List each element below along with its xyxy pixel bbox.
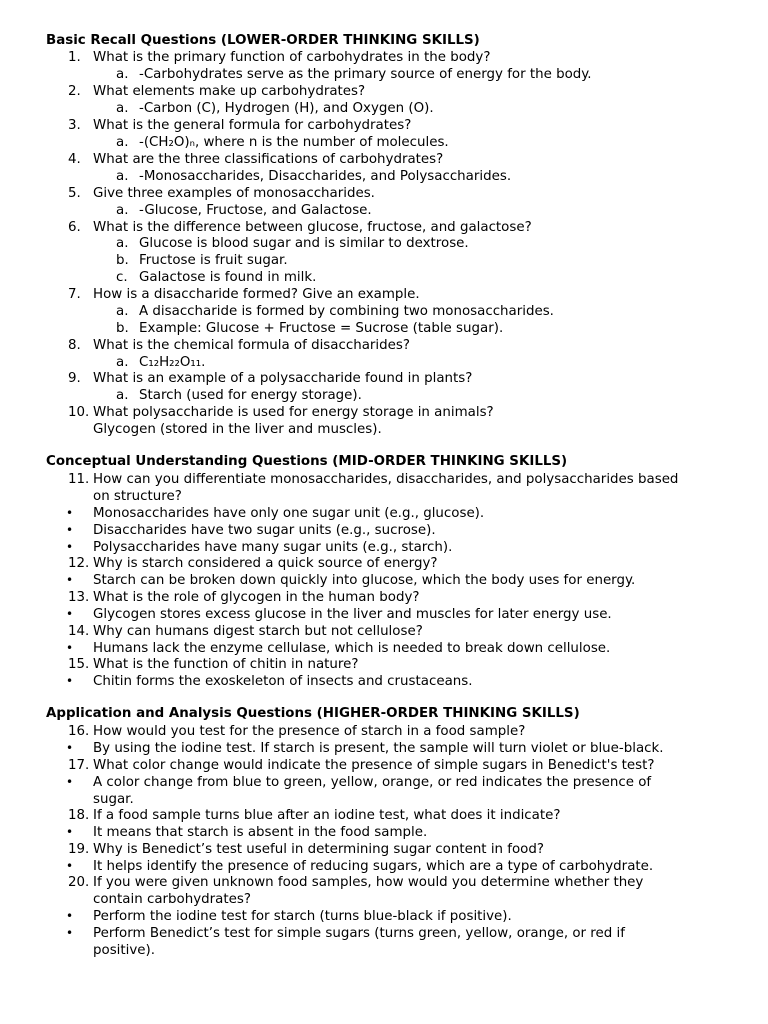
bullet-text: Monosaccharides have only one sugar unit (e.g., glucose). xyxy=(93,506,485,521)
question-number: 20. xyxy=(68,875,90,890)
question-number: 6. xyxy=(68,220,81,235)
answer-label: a. xyxy=(116,135,129,150)
answer-label: a. xyxy=(116,203,129,218)
question-number: 12. xyxy=(68,556,90,571)
answer-label: b. xyxy=(116,321,129,336)
question-number: 13. xyxy=(68,590,90,605)
bullet-text: Disaccharides have two sugar units (e.g., sucrose). xyxy=(93,523,436,538)
bullet-text: It helps identify the presence of reducing sugars, which are a type of carbohydrate. xyxy=(93,859,654,874)
bullet-dot: • xyxy=(66,775,74,789)
question-text: Why can humans digest starch but not cellulose? xyxy=(93,624,423,639)
bullet-text: Polysaccharides have many sugar units (e.g., starch). xyxy=(93,540,453,555)
answer-text: Glucose is blood sugar and is similar to dextrose. xyxy=(139,236,469,251)
bullet-text: Glycogen stores excess glucose in the liver and muscles for later energy use. xyxy=(93,607,612,622)
answer-text: Galactose is found in milk. xyxy=(139,270,317,285)
answer-label: a. xyxy=(116,67,129,82)
bullet-dot: • xyxy=(66,523,74,537)
answer-label: a. xyxy=(116,101,129,116)
question-number: 5. xyxy=(68,186,81,201)
question-number: 4. xyxy=(68,152,81,167)
answer-label: a. xyxy=(116,236,129,251)
bullet-dot: • xyxy=(66,741,74,755)
question-number: 17. xyxy=(68,758,90,773)
bullet-text-line-2: sugar. xyxy=(93,792,134,807)
bullet-text-line-2: positive). xyxy=(93,943,156,958)
question-text: Why is Benedict’s test useful in determining sugar content in food? xyxy=(93,842,544,857)
answer-label: b. xyxy=(116,253,129,268)
question-text: What color change would indicate the presence of simple sugars in Benedict's test? xyxy=(93,758,655,773)
bullet-dot: • xyxy=(66,674,74,688)
question-text: How is a disaccharide formed? Give an example. xyxy=(93,287,420,302)
question-text: How can you differentiate monosaccharides, disaccharides, and polysaccharides based xyxy=(93,472,679,487)
question-text: What is the chemical formula of disaccharides? xyxy=(93,338,410,353)
question-text: If a food sample turns blue after an iodine test, what does it indicate? xyxy=(93,808,561,823)
question-text-continued: contain carbohydrates? xyxy=(93,892,251,907)
answer-text: C₁₂H₂₂O₁₁. xyxy=(139,355,206,370)
answer-text: -Carbohydrates serve as the primary source of energy for the body. xyxy=(139,67,592,82)
answer-text: -Carbon (C), Hydrogen (H), and Oxygen (O). xyxy=(139,101,434,116)
answer-label: c. xyxy=(116,270,128,285)
question-number: 8. xyxy=(68,338,81,353)
section-title-basic-recall: Basic Recall Questions (LOWER-ORDER THINKING SKILLS) xyxy=(46,33,480,48)
bullet-dot: • xyxy=(66,926,74,940)
question-number: 16. xyxy=(68,724,90,739)
bullet-text: Chitin forms the exoskeleton of insects and crustaceans. xyxy=(93,674,473,689)
answer-text: A disaccharide is formed by combining two monosaccharides. xyxy=(139,304,554,319)
question-text: What elements make up carbohydrates? xyxy=(93,84,366,99)
question-text: How would you test for the presence of starch in a food sample? xyxy=(93,724,526,739)
bullet-dot: • xyxy=(66,540,74,554)
question-text: What is an example of a polysaccharide found in plants? xyxy=(93,371,473,386)
question-number: 2. xyxy=(68,84,81,99)
section-title-conceptual: Conceptual Understanding Questions (MID-ORDER THINKING SKILLS) xyxy=(46,454,568,469)
answer-text: Glycogen (stored in the liver and muscles). xyxy=(93,422,382,437)
question-text: What is the function of chitin in nature? xyxy=(93,657,359,672)
question-number: 9. xyxy=(68,371,81,386)
question-number: 14. xyxy=(68,624,90,639)
question-text: Why is starch considered a quick source of energy? xyxy=(93,556,438,571)
question-number: 18. xyxy=(68,808,90,823)
question-text: What is the role of glycogen in the human body? xyxy=(93,590,420,605)
question-number: 19. xyxy=(68,842,90,857)
answer-label: a. xyxy=(116,169,129,184)
answer-text: Example: Glucose + Fructose = Sucrose (table sugar). xyxy=(139,321,504,336)
answer-text: Starch (used for energy storage). xyxy=(139,388,362,403)
question-number: 11. xyxy=(68,472,90,487)
question-number: 1. xyxy=(68,50,81,65)
answer-text: -Monosaccharides, Disaccharides, and Polysaccharides. xyxy=(139,169,512,184)
bullet-text: Humans lack the enzyme cellulase, which is needed to break down cellulose. xyxy=(93,641,611,656)
bullet-dot: • xyxy=(66,859,74,873)
bullet-dot: • xyxy=(66,641,74,655)
bullet-text: Starch can be broken down quickly into glucose, which the body uses for energy. xyxy=(93,573,636,588)
bullet-dot: • xyxy=(66,909,74,923)
answer-text: -Glucose, Fructose, and Galactose. xyxy=(139,203,372,218)
question-text: Give three examples of monosaccharides. xyxy=(93,186,375,201)
answer-label: a. xyxy=(116,388,129,403)
question-text: If you were given unknown food samples, how would you determine whether they xyxy=(93,875,644,890)
answer-label: a. xyxy=(116,304,129,319)
bullet-text: It means that starch is absent in the food sample. xyxy=(93,825,428,840)
answer-text: Fructose is fruit sugar. xyxy=(139,253,288,268)
bullet-text-line-1: Perform Benedict’s test for simple sugars (turns green, yellow, orange, or red if xyxy=(93,926,625,941)
question-text: What is the difference between glucose, fructose, and galactose? xyxy=(93,220,532,235)
bullet-dot: • xyxy=(66,607,74,621)
question-text: What is the primary function of carbohydrates in the body? xyxy=(93,50,491,65)
bullet-text: Perform the iodine test for starch (turns blue-black if positive). xyxy=(93,909,512,924)
question-text-continued: on structure? xyxy=(93,489,182,504)
bullet-text: By using the iodine test. If starch is present, the sample will turn violet or blue-black. xyxy=(93,741,664,756)
question-number: 7. xyxy=(68,287,81,302)
bullet-dot: • xyxy=(66,506,74,520)
bullet-text-line-1: A color change from blue to green, yellow, orange, or red indicates the presence of xyxy=(93,775,652,790)
question-text: What polysaccharide is used for energy storage in animals? xyxy=(93,405,494,420)
bullet-dot: • xyxy=(66,825,74,839)
bullet-dot: • xyxy=(66,573,74,587)
answer-label: a. xyxy=(116,355,129,370)
question-number: 3. xyxy=(68,118,81,133)
question-number: 10. xyxy=(68,405,90,420)
answer-text: -(CH₂O)ₙ, where n is the number of molecules. xyxy=(139,135,449,150)
question-text: What are the three classifications of carbohydrates? xyxy=(93,152,444,167)
section-title-application: Application and Analysis Questions (HIGHER-ORDER THINKING SKILLS) xyxy=(46,706,580,721)
question-text: What is the general formula for carbohydrates? xyxy=(93,118,412,133)
question-number: 15. xyxy=(68,657,90,672)
